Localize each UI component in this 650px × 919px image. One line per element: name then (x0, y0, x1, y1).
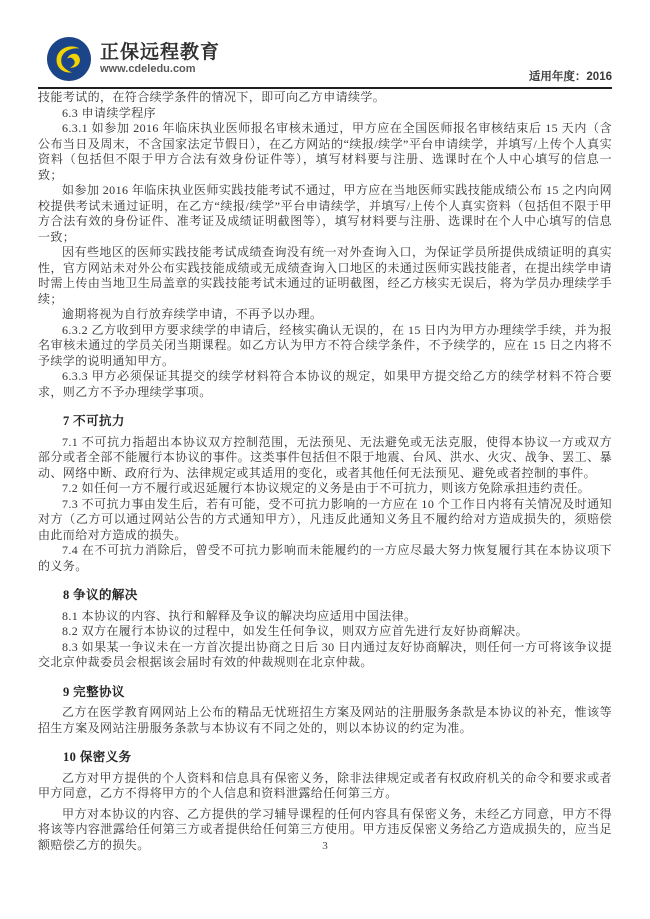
brand-url: www.cdeledu.com (100, 63, 196, 75)
paragraph: 7.4 在不可抗力消除后，曾受不可抗力影响而未能履约的一方应尽最大努力恢复履行其在本协议项下的义务。 (38, 543, 612, 573)
page-header (38, 36, 612, 86)
paragraph: 6.3 申请续学程序 (62, 105, 157, 120)
section-heading: 7 不可抗力 (63, 414, 125, 428)
applicable-year-label: 适用年度：2016 (528, 71, 612, 83)
paragraph: 8.1 本协议的内容、执行和解释及争议的解决均应适用中国法律。 (62, 608, 417, 623)
company-logo-icon (46, 36, 92, 82)
paragraph: 乙方对甲方提供的个人资料和信息具有保密义务，除非法律规定或者有权政府机关的命令和要求或者甲方同意，乙方不得将甲方的个人信息和资料泄露给任何第三方。 (38, 770, 612, 800)
brand-text (100, 42, 220, 76)
page-number: 3 (322, 840, 328, 852)
paragraph: 如参加 2016 年临床执业医师实践技能考试不通过，甲方应在当地医师实践技能成绩公布 15 之内向网校提供考试未通过证明，在乙方“续报/续学”平台申请续学，并填写/上传个人真实资料（包括但不限于甲方合法有效的身份证件、准考证及成绩证明截图等），填写材料要与注册、选课时在个人中心填写的信息一致； (38, 183, 612, 244)
paragraph: 乙方在医学教育网网站上公布的精品无忧班招生方案及网站的注册服务条款是本协议的补充，惟该等招生方案及网站注册服务条款与本协议有不同之处的，则以本协议的约定为准。 (38, 705, 612, 735)
paragraph: 7.2 如任何一方不履行或迟延履行本协议规定的义务是由于不可抗力，则该方免除承担违约责任。 (62, 481, 591, 495)
paragraph: 8.2 双方在履行本协议的过程中，如发生任何争议，则双方应首先进行友好协商解决。 (62, 624, 529, 638)
paragraph: 6.3.1 如参加 2016 年临床执业医师报名审核未通过，甲方应在全国医师报名审核结束后 15 天内（含公布当日及周末，不含国家法定节假日），在乙方网站的“续报/续学”平台申请续学，并填写/上传个人真实资料（包括但不限于甲方合法有效身份证件等），填写材料要与注册、选课时在个人中心填写的信息一致； (38, 121, 612, 182)
header-divider (38, 87, 612, 89)
section-heading: 10 保密义务 (63, 750, 132, 764)
contract-body (38, 90, 612, 853)
brand-name: 正保远程教育 (100, 42, 221, 63)
paragraph: 7.3 不可抗力事由发生后，若有可能，受不可抗力影响的一方应在 10 个工作日内将有关情况及时通知对方（乙方可以通过网站公告的方式通知甲方），凡违反此通知义务且不履约给对方造成损失的，须赔偿由此而给对方造成的损失。 (38, 496, 612, 542)
paragraph: 逾期将视为自行放弃续学申请，不再予以办理。 (62, 307, 323, 321)
paragraph: 6.3.3 甲方必须保证其提交的续学材料符合本协议的规定，如果甲方提交给乙方的续学材料不符合要求，则乙方不予办理续学事项。 (38, 369, 612, 399)
paragraph: 6.3.2 乙方收到甲方要求续学的申请后，经核实确认无误的，在 15 日内为甲方办理续学手续，并为报名审核未通过的学员关闭当期课程。如乙方认为甲方不符合续学条件，不予续学的，应在 15 日之内将不予续学的说明通知甲方。 (38, 322, 612, 368)
section-heading: 8 争议的解决 (63, 588, 138, 602)
paragraph: 7.1 不可抗力指超出本协议双方控制范围，无法预见、无法避免或无法克服，使得本协议一方或双方部分或者全部不能履行本协议的事件。这类事件包括但不限于地震、台风、洪水、火灾、战争、罢工、暴动、网络中断、政府行为、法律规定或其适用的变化，或者其他任何无法预见、避免或者控制的事件。 (38, 434, 612, 480)
brand (46, 36, 220, 82)
section-heading: 9 完整协议 (63, 684, 125, 699)
paragraph: 技能考试的，在符合续学条件的情况下，即可向乙方申请续学。 (38, 90, 386, 104)
paragraph: 因有些地区的医师实践技能考试成绩查询没有统一对外查询入口，为保证学员所提供成绩证明的真实性，官方网站未对外公布实践技能成绩或无成绩查询入口地区的未通过医师实践技能者，在提出续学申请时需上传由当地卫生局盖章的实践技能考试未通过的证明截图，经乙方核实无误后，将为学员办理续学手续； (38, 245, 612, 306)
paragraph: 8.3 如果某一争议未在一方首次提出协商之日后 30 日内通过友好协商解决，则任何一方可将该争议提交北京仲裁委员会根据该会届时有效的仲裁规则在北京仲裁。 (38, 639, 612, 669)
paragraph: 甲方对本协议的内容、乙方提供的学习辅导课程的任何内容具有保密义务，未经乙方同意，甲方不得将该等内容泄露给任何第三方或者提供给任何第三方使用。甲方违反保密义务给乙方造成损失的，应当足额赔偿乙方的损失。 (38, 806, 612, 852)
